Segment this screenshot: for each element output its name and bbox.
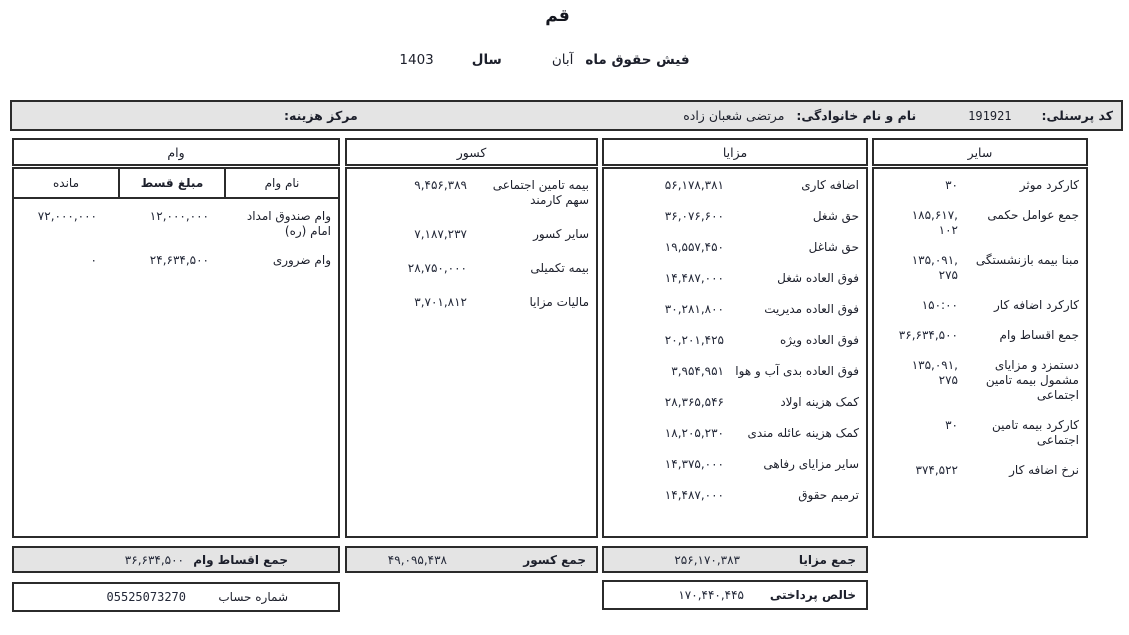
identity-bar [10,100,1123,131]
table-row [610,488,859,503]
table-row [20,209,331,239]
other-body [872,167,1088,538]
row-value: ۳۷۴,۵۲۲ [915,463,958,477]
row-label: سایر کسور [533,227,589,241]
table-row [880,298,1079,313]
slip-label: فیش حقوق ماه [585,52,690,68]
deductions-column [345,138,598,538]
table-row [880,178,1079,193]
loans-header: وام [12,138,340,166]
row-value: ۳۰ [945,418,958,432]
row-label: جمع اقساط وام [999,328,1079,342]
row-value: ۲۸,۳۶۵,۵۴۶ [664,395,724,409]
row-value: ۳,۹۵۴,۹۵۱ [671,364,724,378]
row-value: ۳۶,۰۷۶,۶۰۰ [664,209,724,223]
year-value: 1403 [399,52,434,68]
other-header: سایر [872,138,1088,166]
loan-name: وام صندوق امداد امام (ره) [246,209,331,238]
row-value: ۱۳۵,۰۹۱, ۲۷۵ [911,253,958,282]
row-label: حق شاغل [808,240,859,254]
table-row [880,418,1079,448]
row-label: کمک هزینه اولاد [780,395,859,409]
row-label: نرخ اضافه کار [1009,463,1079,477]
table-row [880,208,1079,238]
loan-installment: ۲۴,۶۳۴,۵۰۰ [149,253,209,267]
account-number-label: شماره حساب [218,590,288,604]
loans-subheader-row [14,169,338,199]
table-row [610,395,859,410]
row-value: ۱۹,۵۵۷,۴۵۰ [664,240,724,254]
net-pay-row [602,580,868,610]
benefits-total-label: جمع مزایا [798,552,856,567]
benefits-total-value: ۲۵۶,۱۷۰,۳۸۳ [674,552,740,567]
table-row [880,463,1079,478]
slip-subtitle [0,52,1089,68]
year-label: سال [471,52,502,68]
row-label: سایر مزایای رفاهی [763,457,859,471]
row-label: مالیات مزایا [529,295,589,309]
other-column [872,138,1088,538]
row-label: ترمیم حقوق [798,488,859,502]
row-label: حق شغل [812,209,859,223]
deductions-total-value: ۴۹,۰۹۵,۴۳۸ [387,552,447,567]
row-value: ۱۴,۳۷۵,۰۰۰ [664,457,724,471]
row-value: ۱۸۵,۶۱۷, ۱۰۲ [911,208,958,237]
table-row [880,358,1079,403]
table-row [610,240,859,255]
table-row [610,364,859,379]
row-label: کارکرد بیمه تامین اجتماعی [992,418,1079,447]
cost-center-label: مرکز هزینه: [284,108,358,123]
loans-column [12,138,340,538]
loans-total-row [12,546,340,573]
row-value: ۹,۴۵۶,۳۸۹ [414,178,467,192]
loan-remaining: ۰ [90,253,97,267]
row-label: بیمه تامین اجتماعی سهم کارمند [492,178,589,207]
loan-name-header: نام وام [264,176,300,190]
slip-month: آبان [551,52,574,68]
table-row [610,426,859,441]
row-value: ۳,۷۰۱,۸۱۲ [414,295,467,309]
account-number-value: 05525073270 [106,590,186,604]
fullname-label: نام و نام خانوادگی: [796,108,917,123]
benefits-total-row [602,546,868,573]
deductions-header: کسور [345,138,598,166]
loan-name: وام ضروری [272,253,331,267]
loans-body [12,167,340,538]
table-row [610,302,859,317]
loans-total-label: جمع اقساط وام [193,552,288,567]
table-row [353,227,589,242]
account-number-row [12,582,340,612]
table-row [880,253,1079,283]
table-row [610,209,859,224]
table-row [880,328,1079,343]
table-row [353,295,589,310]
table-row [20,253,331,268]
table-row [353,261,589,276]
row-value: ۳۰,۲۸۱,۸۰۰ [664,302,724,316]
deductions-total-label: جمع کسور [523,552,586,567]
table-row [610,457,859,472]
net-pay-label: خالص پرداختی [769,588,856,602]
table-row [610,333,859,348]
loan-installment: ۱۲,۰۰۰,۰۰۰ [149,209,209,223]
loans-total-value: ۳۶,۶۳۴,۵۰۰ [124,552,184,567]
row-label: فوق العاده بدی آب و هوا [735,364,859,378]
benefits-column [602,138,868,538]
row-value: ۲۰,۲۰۱,۴۲۵ [664,333,724,347]
loan-remaining: ۷۲,۰۰۰,۰۰۰ [37,209,97,223]
deductions-body [345,167,598,538]
row-label: جمع عوامل حکمی [987,208,1079,222]
city-title: قم [545,6,570,26]
table-row [610,178,859,193]
net-pay-value: ۱۷۰,۴۴۰,۴۴۵ [678,588,744,602]
row-label: اضافه کاری [801,178,859,192]
row-label: فوق العاده مدیریت [764,302,859,316]
row-label: فوق العاده ویژه [780,333,859,347]
table-row [353,178,589,208]
personnel-code-label: کد پرسنلی: [1041,108,1113,123]
row-value: ۱۴,۴۸۷,۰۰۰ [664,271,724,285]
row-label: مبنا بیمه بازنشستگی [975,253,1079,267]
row-label: دستمزد و مزایای مشمول بیمه تامین اجتماعی [985,358,1079,402]
row-label: فوق العاده شغل [777,271,859,285]
loan-installment-header: مبلغ قسط [118,169,226,197]
row-value: ۱۳۵,۰۹۱, ۲۷۵ [911,358,958,387]
row-value: ۱۴,۴۸۷,۰۰۰ [664,488,724,502]
deductions-total-row [345,546,598,573]
row-value: ۱۸,۲۰۵,۲۳۰ [664,426,724,440]
loan-remaining-header: مانده [53,176,80,190]
row-label: بیمه تکمیلی [530,261,589,275]
fullname-value: مرتضی شعبان زاده [683,108,785,123]
row-value: ۵۶,۱۷۸,۳۸۱ [664,178,724,192]
benefits-body [602,167,868,538]
row-label: کارکرد اضافه کار [994,298,1079,312]
row-label: کارکرد موثر [1019,178,1079,192]
table-row [610,271,859,286]
row-value: ۳۶,۶۳۴,۵۰۰ [898,328,958,342]
row-value: ۷,۱۸۷,۲۳۷ [414,227,467,241]
benefits-header: مزایا [602,138,868,166]
row-value: ۱۵۰:۰۰ [921,298,958,312]
row-value: ۲۸,۷۵۰,۰۰۰ [407,261,467,275]
personnel-code-value: 191921 [968,108,1012,123]
row-label: کمک هزینه عائله مندی [747,426,859,440]
row-value: ۳۰ [945,178,958,192]
